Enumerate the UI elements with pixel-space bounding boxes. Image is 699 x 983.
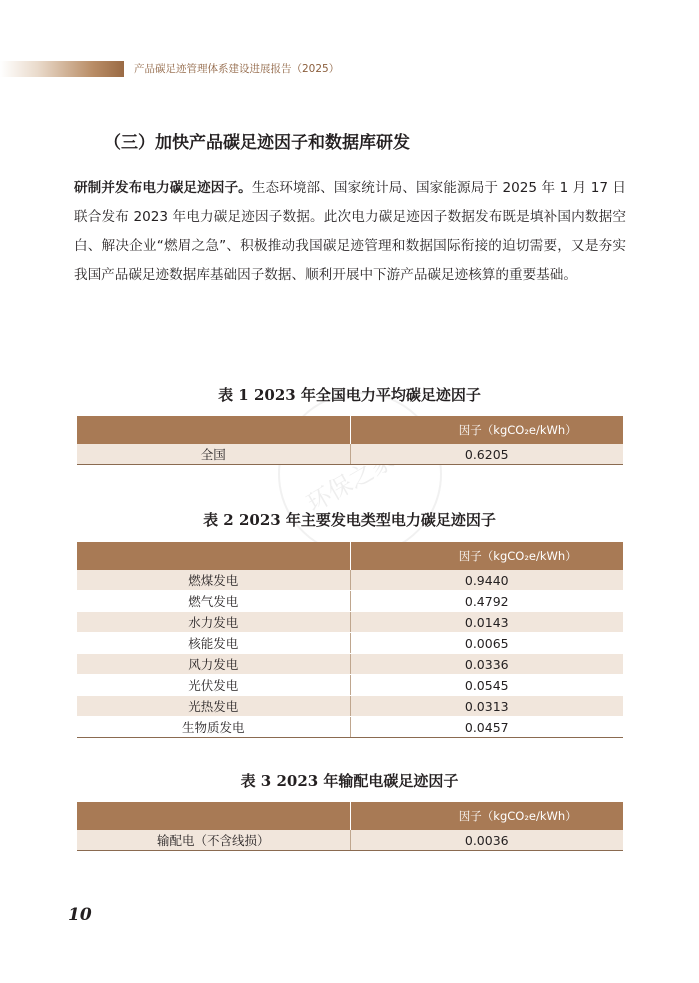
- table-cell-value: 0.0036: [350, 830, 623, 851]
- table-row: [77, 654, 623, 675]
- table-1-caption: 表 1 2023 年全国电力平均碳足迹因子: [218, 386, 481, 404]
- table-header-cell: [77, 416, 350, 444]
- table-3: [77, 802, 623, 851]
- table-2-caption: 表 2 2023 年主要发电类型电力碳足迹因子: [203, 511, 496, 529]
- table-1: [77, 416, 623, 465]
- table-header-cell: 因子（kgCO₂e/kWh）: [350, 542, 623, 570]
- table-cell-value: 0.0143: [350, 612, 623, 633]
- table-row: [77, 717, 623, 738]
- table-header-row: [77, 802, 623, 830]
- body-paragraph: [74, 174, 626, 290]
- watermark-text: 环保之家网: [302, 433, 420, 518]
- table-cell-value: 0.4792: [350, 591, 623, 612]
- table-row: [77, 830, 623, 851]
- table-cell-value: 0.0313: [350, 696, 623, 717]
- table-cell-label: 风力发电: [77, 654, 350, 675]
- section-title: （三）加快产品碳足迹因子和数据库研发: [104, 133, 410, 153]
- table-cell-label: 全国: [77, 444, 350, 465]
- table-row: [77, 696, 623, 717]
- table-cell-label: 核能发电: [77, 633, 350, 654]
- table-cell-value: 0.0545: [350, 675, 623, 696]
- table-cell-value: 0.6205: [350, 444, 623, 465]
- table-cell-label: 生物质发电: [77, 717, 350, 738]
- running-title: 产品碳足迹管理体系建设进展报告（2025）: [134, 63, 340, 75]
- table-cell-label: 燃煤发电: [77, 570, 350, 591]
- table-row: [77, 570, 623, 591]
- table-cell-value: 0.0065: [350, 633, 623, 654]
- paragraph-lead: 研制并发布电力碳足迹因子。: [74, 180, 252, 196]
- table-row: [77, 633, 623, 654]
- paragraph-body: 生态环境部、国家统计局、国家能源局于 2025 年 1 月 17 日联合发布 2023 年电力碳足迹因子数据。此次电力碳足迹因子数据发布既是填补国内数据空白、解决企业“燃眉之急”、积极推动我国碳足迹管理和数据国际衔接的迫切需要，又是夯实我国产品碳足迹数据库基础因子数据、顺利开展中下游产品碳足迹核算的重要基础。: [74, 180, 627, 283]
- table-header-cell: [77, 542, 350, 570]
- table-header-cell: 因子（kgCO₂e/kWh）: [350, 416, 623, 444]
- table-header-cell: [77, 802, 350, 830]
- table-2: [77, 542, 623, 738]
- table-cell-label: 光热发电: [77, 696, 350, 717]
- table-header-cell: 因子（kgCO₂e/kWh）: [350, 802, 623, 830]
- table-cell-label: 光伏发电: [77, 675, 350, 696]
- table-row: [77, 591, 623, 612]
- table-3-caption: 表 3 2023 年输配电碳足迹因子: [240, 772, 459, 790]
- table-cell-label: 输配电（不含线损）: [77, 830, 350, 851]
- table-cell-value: 0.9440: [350, 570, 623, 591]
- table-row: [77, 675, 623, 696]
- table-row: [77, 444, 623, 465]
- page-number: 10: [68, 905, 92, 925]
- header-decor-bar: [0, 61, 124, 77]
- table-cell-label: 燃气发电: [77, 591, 350, 612]
- table-row: [77, 612, 623, 633]
- table-cell-value: 0.0457: [350, 717, 623, 738]
- table-header-row: [77, 416, 623, 444]
- table-header-row: [77, 542, 623, 570]
- table-cell-label: 水力发电: [77, 612, 350, 633]
- table-cell-value: 0.0336: [350, 654, 623, 675]
